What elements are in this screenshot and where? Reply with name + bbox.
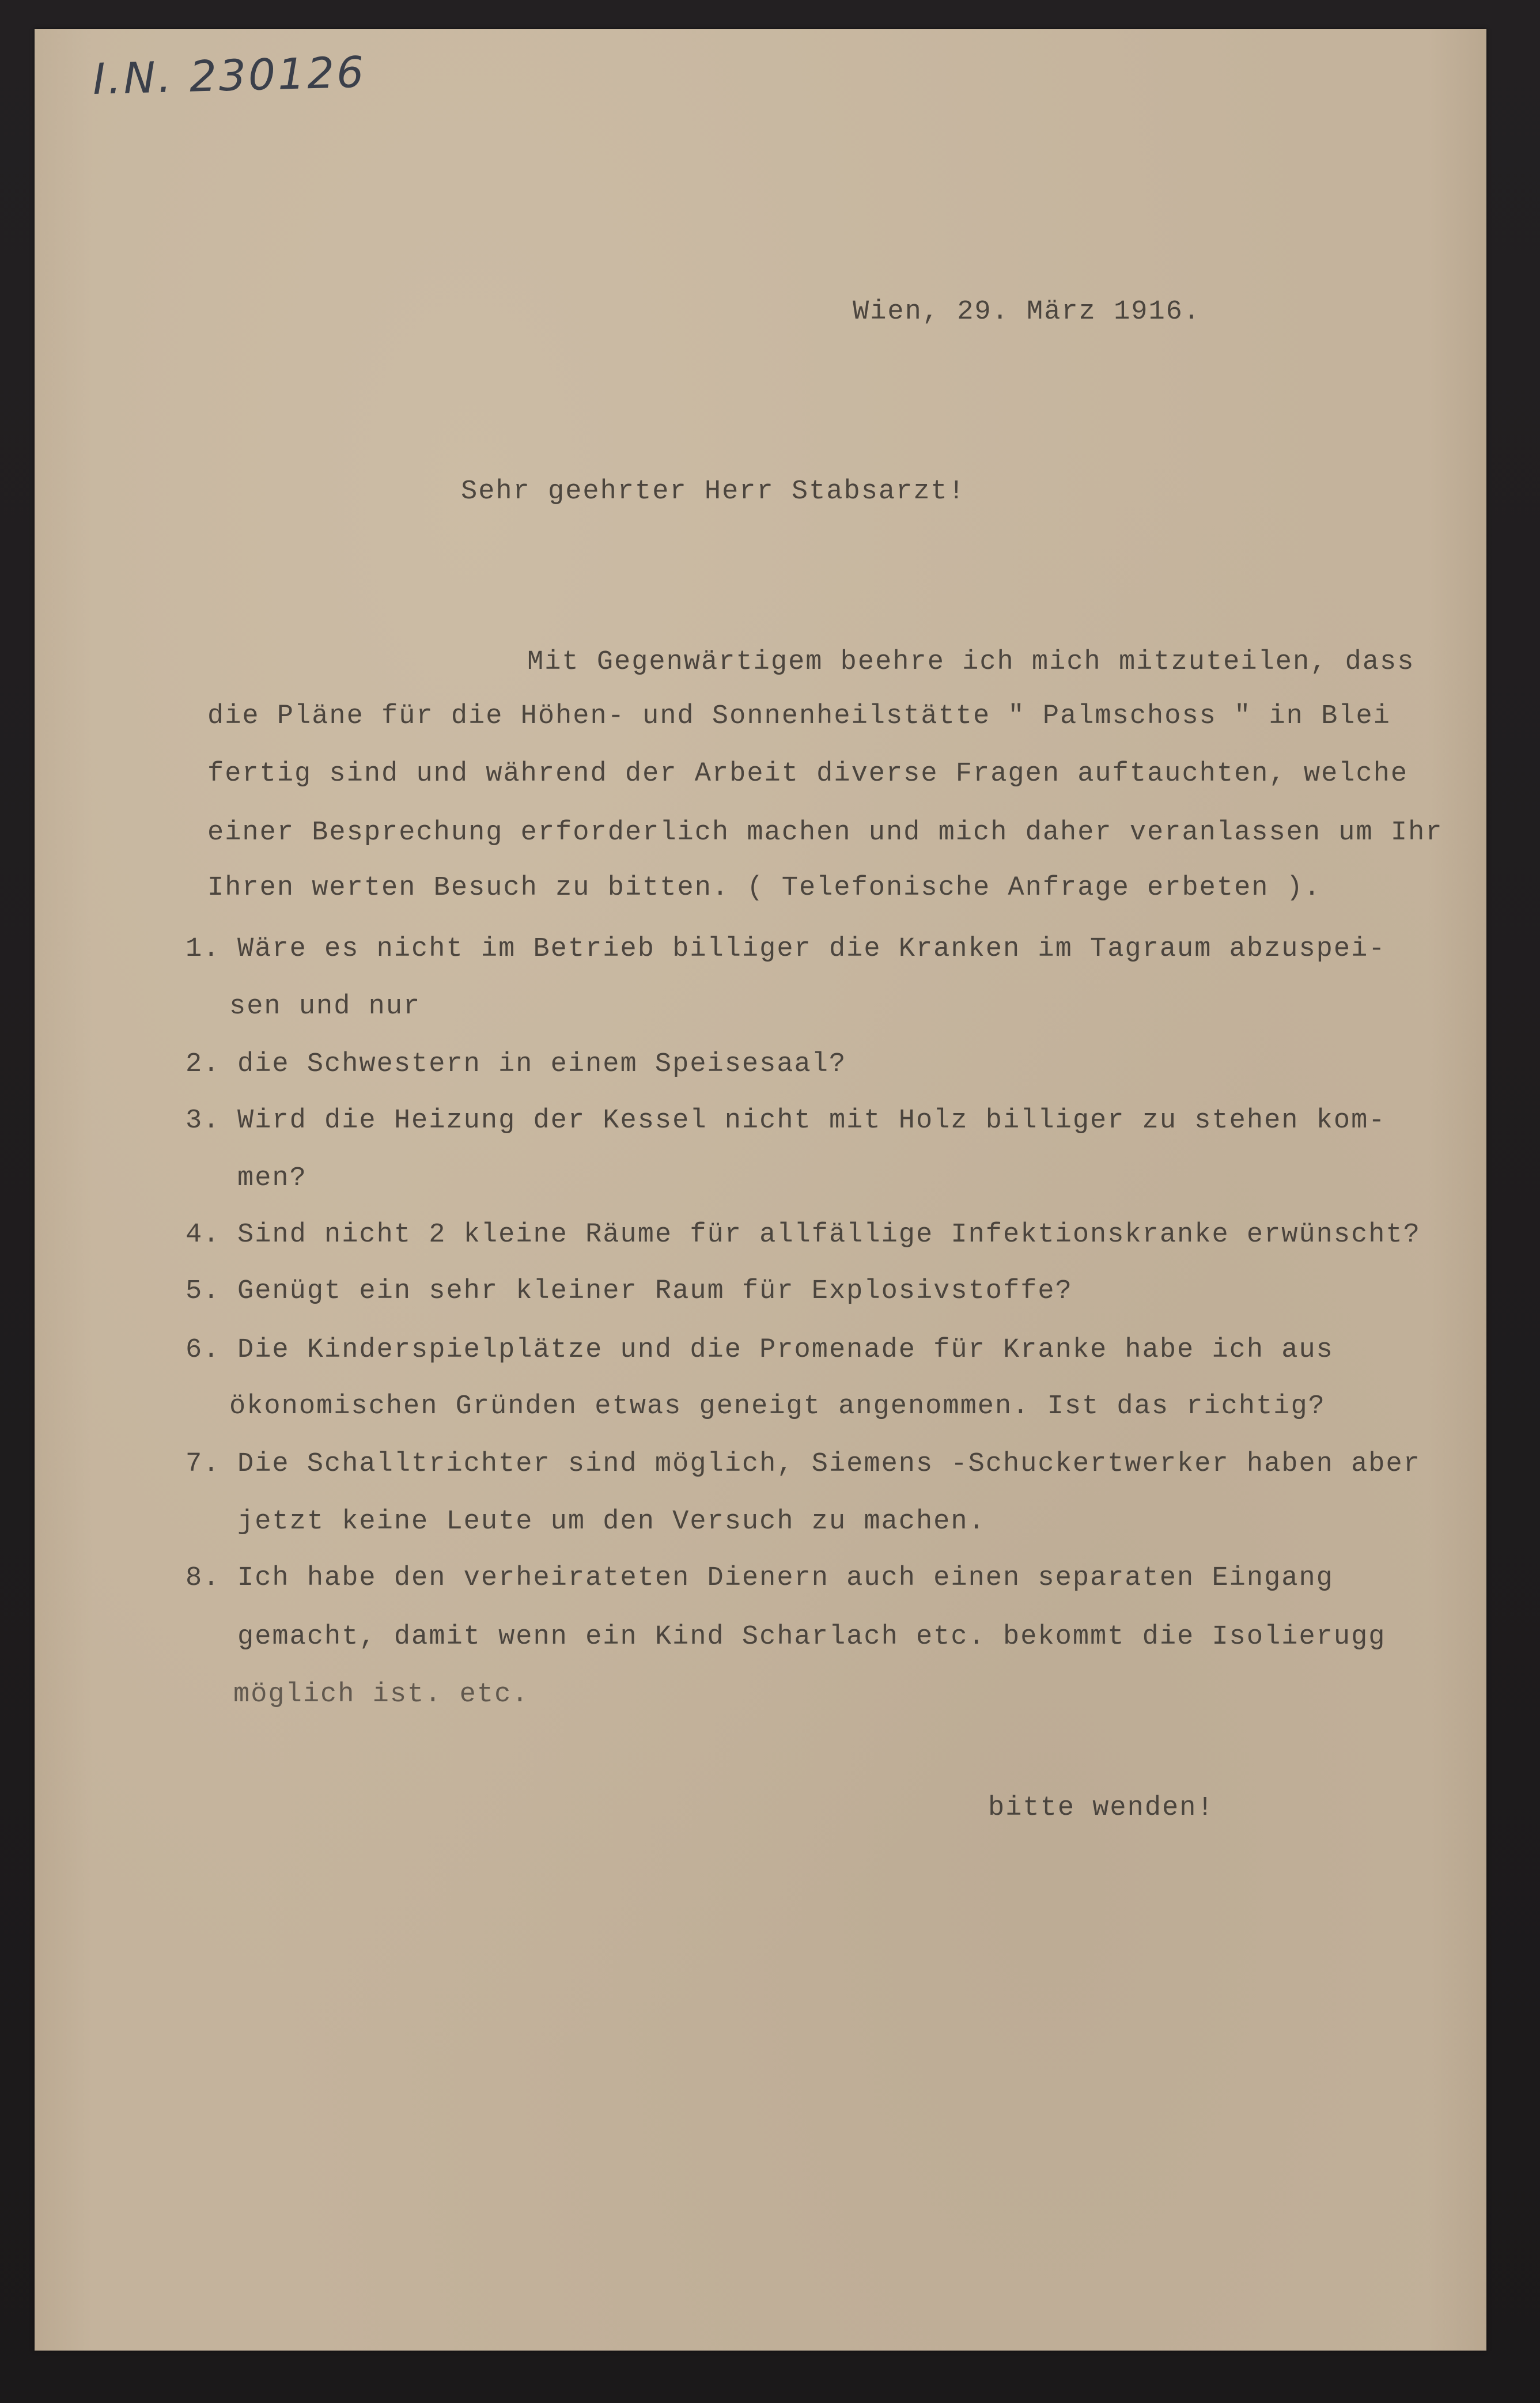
item-6-number: 6. — [186, 1335, 221, 1365]
item-3-line-2: men? — [237, 1163, 307, 1194]
inventory-number: I.N. 230126 — [92, 47, 367, 104]
item-7-line-2: jetzt keine Leute um den Versuch zu machen. — [237, 1507, 986, 1537]
body-line-1: Mit Gegenwärtigem beehre ich mich mitzuteilen, dass — [527, 647, 1415, 678]
item-7-line-1: Die Schalltrichter sind möglich, Siemens -Schuckertwerker haben aber — [237, 1449, 1421, 1479]
body-line-2: die Pläne für die Höhen- und Sonnenheilstätte " Palmschoss " in Blei — [207, 701, 1391, 732]
item-7-number: 7. — [186, 1449, 221, 1479]
item-5-line-1: Genügt ein sehr kleiner Raum für Explosivstoffe? — [237, 1276, 1073, 1307]
item-5-number: 5. — [186, 1276, 221, 1307]
date-line: Wien, 29. März 1916. — [853, 297, 1201, 327]
item-2-line-1: die Schwestern in einem Speisesaal? — [237, 1049, 847, 1080]
item-4-line-1: Sind nicht 2 kleine Räume für allfällige Infektionskranke erwünscht? — [237, 1220, 1421, 1250]
item-1-line-1: Wäre es nicht im Betrieb billiger die Kranken im Tagraum abzuspei- — [237, 934, 1386, 964]
item-8-line-2: gemacht, damit wenn ein Kind Scharlach etc. bekommt die Isolierugg — [237, 1622, 1386, 1652]
body-line-4: einer Besprechung erforderlich machen und mich daher veranlassen um Ihr — [207, 818, 1443, 848]
item-6-line-2: ökonomischen Gründen etwas geneigt angenommen. Ist das richtig? — [229, 1391, 1326, 1422]
item-1-number: 1. — [186, 934, 221, 964]
item-3-line-1: Wird die Heizung der Kessel nicht mit Holz billiger zu stehen kom- — [237, 1106, 1386, 1136]
body-line-5: Ihren werten Besuch zu bitten. ( Telefonische Anfrage erbeten ). — [207, 873, 1322, 903]
item-8-number: 8. — [186, 1563, 221, 1594]
item-1-line-2: sen und nur — [229, 992, 421, 1022]
item-2-number: 2. — [186, 1049, 221, 1080]
salutation: Sehr geehrter Herr Stabsarzt! — [461, 476, 966, 507]
item-3-number: 3. — [186, 1106, 221, 1136]
item-8-line-3: möglich ist. etc. — [233, 1679, 529, 1710]
body-line-3: fertig sind und während der Arbeit diverse Fragen auftauchten, welche — [207, 759, 1409, 789]
item-4-number: 4. — [186, 1220, 221, 1250]
turn-over-note: bitte wenden! — [988, 1793, 1214, 1823]
item-6-line-1: Die Kinderspielplätze und die Promenade für Kranke habe ich aus — [237, 1335, 1334, 1365]
item-8-line-1: Ich habe den verheirateten Dienern auch einen separaten Eingang — [237, 1563, 1334, 1594]
